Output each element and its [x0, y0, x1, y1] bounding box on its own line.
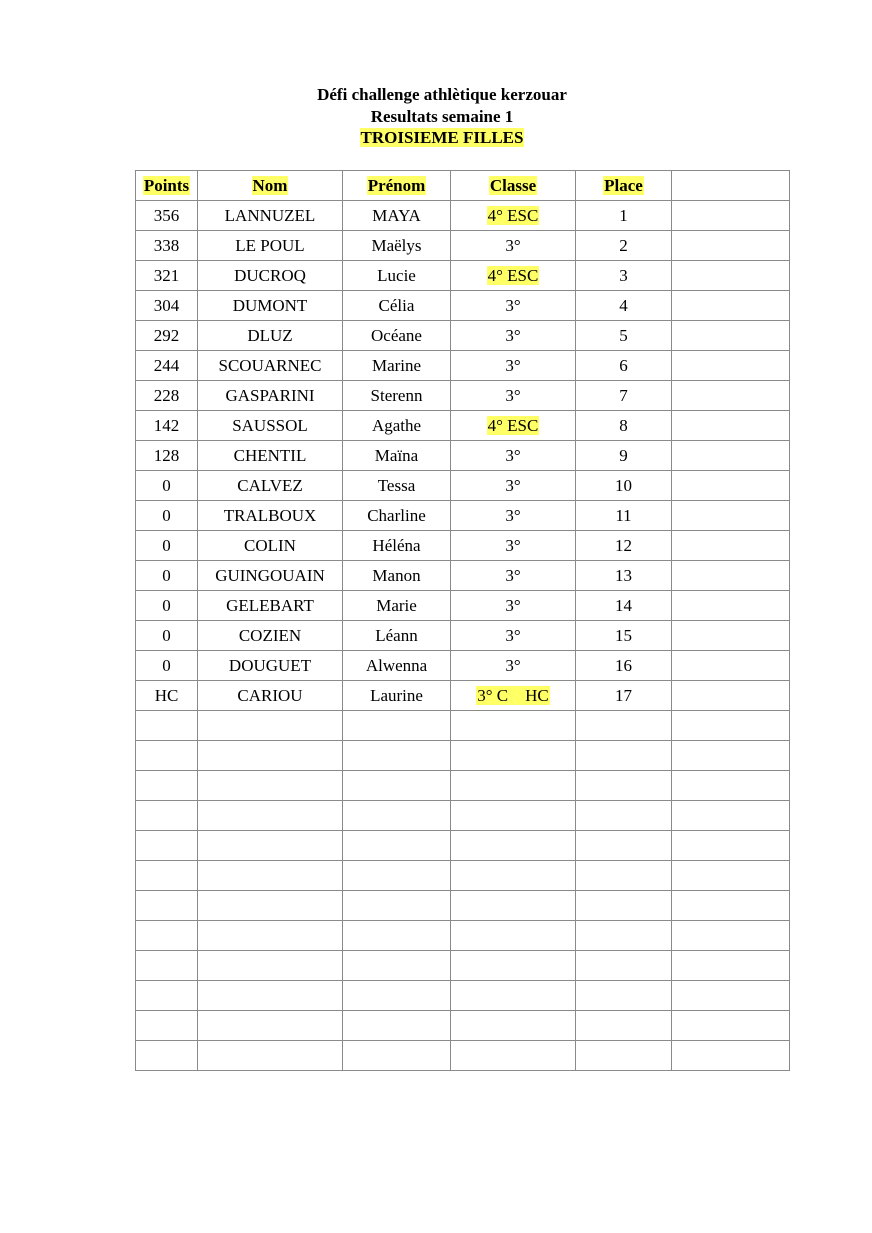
- cell-empty: [451, 771, 576, 801]
- table-header-row: [136, 171, 790, 201]
- empty-row: [136, 1041, 790, 1071]
- cell-place: 6: [576, 351, 672, 381]
- cell-empty: [343, 801, 451, 831]
- cell-classe: [451, 681, 576, 711]
- empty-row: [136, 951, 790, 981]
- table-row: [136, 681, 790, 711]
- cell-empty: [198, 741, 343, 771]
- cell-place: 5: [576, 321, 672, 351]
- cell-empty: [343, 951, 451, 981]
- table-row: [136, 411, 790, 441]
- cell-prenom: Agathe: [343, 411, 451, 441]
- empty-row: [136, 921, 790, 951]
- table-row: [136, 321, 790, 351]
- cell-empty: [672, 381, 790, 411]
- results-body: [136, 201, 790, 1071]
- table-row: [136, 621, 790, 651]
- table-row: [136, 531, 790, 561]
- cell-empty: [672, 1041, 790, 1071]
- cell-empty: [672, 501, 790, 531]
- table-row: [136, 471, 790, 501]
- cell-empty: [136, 801, 198, 831]
- cell-empty: [672, 891, 790, 921]
- cell-empty: [451, 921, 576, 951]
- empty-row: [136, 801, 790, 831]
- cell-prenom: Alwenna: [343, 651, 451, 681]
- document-subtitle: Resultats semaine 1: [370, 106, 514, 126]
- cell-empty: [576, 831, 672, 861]
- cell-nom: LE POUL: [198, 231, 343, 261]
- cell-place: 16: [576, 651, 672, 681]
- cell-classe-highlight: 4° ESC: [487, 205, 539, 225]
- cell-classe: 3°: [451, 621, 576, 651]
- cell-empty: [672, 411, 790, 441]
- cell-place: 17: [576, 681, 672, 711]
- table-row: [136, 501, 790, 531]
- cell-empty: [451, 831, 576, 861]
- cell-empty: [451, 891, 576, 921]
- cell-points: 0: [136, 561, 198, 591]
- cell-empty: [672, 1011, 790, 1041]
- cell-empty: [198, 861, 343, 891]
- cell-empty: [136, 1011, 198, 1041]
- cell-empty: [451, 861, 576, 891]
- cell-points: HC: [136, 681, 198, 711]
- cell-empty: [451, 741, 576, 771]
- cell-place: 13: [576, 561, 672, 591]
- cell-empty: [136, 711, 198, 741]
- cell-empty: [576, 981, 672, 1011]
- cell-nom: DLUZ: [198, 321, 343, 351]
- cell-empty: [672, 651, 790, 681]
- cell-empty: [451, 711, 576, 741]
- cell-empty: [672, 621, 790, 651]
- cell-empty: [343, 711, 451, 741]
- cell-empty: [343, 741, 451, 771]
- cell-prenom: Maïna: [343, 441, 451, 471]
- cell-prenom: Manon: [343, 561, 451, 591]
- cell-empty: [136, 741, 198, 771]
- cell-prenom: MAYA: [343, 201, 451, 231]
- table-row: [136, 441, 790, 471]
- cell-empty: [136, 1041, 198, 1071]
- table-row: [136, 651, 790, 681]
- cell-nom: DUMONT: [198, 291, 343, 321]
- cell-classe: 3°: [451, 441, 576, 471]
- cell-points: 0: [136, 501, 198, 531]
- cell-empty: [576, 861, 672, 891]
- cell-points: 304: [136, 291, 198, 321]
- cell-empty: [451, 981, 576, 1011]
- cell-empty: [576, 801, 672, 831]
- cell-empty: [451, 1011, 576, 1041]
- cell-nom: CARIOU: [198, 681, 343, 711]
- cell-empty: [672, 681, 790, 711]
- empty-row: [136, 771, 790, 801]
- cell-points: 0: [136, 621, 198, 651]
- cell-empty: [136, 831, 198, 861]
- cell-place: 3: [576, 261, 672, 291]
- cell-empty: [198, 1041, 343, 1071]
- cell-classe-highlight: 3° C HC: [477, 685, 549, 705]
- cell-empty: [672, 591, 790, 621]
- cell-empty: [136, 891, 198, 921]
- cell-place: 15: [576, 621, 672, 651]
- cell-empty: [672, 291, 790, 321]
- cell-prenom: Célia: [343, 291, 451, 321]
- empty-row: [136, 711, 790, 741]
- cell-prenom: Marine: [343, 351, 451, 381]
- cell-empty: [576, 1041, 672, 1071]
- cell-place: 12: [576, 531, 672, 561]
- cell-place: 7: [576, 381, 672, 411]
- cell-empty: [576, 921, 672, 951]
- cell-empty: [198, 711, 343, 741]
- cell-classe: 3°: [451, 471, 576, 501]
- header-empty: [672, 171, 790, 201]
- cell-empty: [136, 951, 198, 981]
- cell-nom: DUCROQ: [198, 261, 343, 291]
- cell-empty: [451, 1041, 576, 1071]
- cell-points: 338: [136, 231, 198, 261]
- empty-row: [136, 741, 790, 771]
- cell-place: 14: [576, 591, 672, 621]
- cell-nom: GUINGOUAIN: [198, 561, 343, 591]
- cell-empty: [198, 921, 343, 951]
- header-prenom: Prénom: [343, 171, 451, 201]
- cell-points: 292: [136, 321, 198, 351]
- cell-points: 0: [136, 651, 198, 681]
- cell-empty: [576, 1011, 672, 1041]
- table-row: [136, 291, 790, 321]
- cell-empty: [343, 771, 451, 801]
- cell-points: 244: [136, 351, 198, 381]
- cell-empty: [136, 861, 198, 891]
- cell-classe: 3°: [451, 531, 576, 561]
- empty-row: [136, 891, 790, 921]
- cell-prenom: Océane: [343, 321, 451, 351]
- empty-row: [136, 831, 790, 861]
- cell-classe: 3°: [451, 321, 576, 351]
- cell-empty: [343, 921, 451, 951]
- header-points: Points: [136, 171, 198, 201]
- cell-empty: [672, 741, 790, 771]
- cell-empty: [136, 981, 198, 1011]
- cell-place: 11: [576, 501, 672, 531]
- header-nom: Nom: [198, 171, 343, 201]
- cell-empty: [672, 921, 790, 951]
- table-row: [136, 231, 790, 261]
- cell-empty: [198, 951, 343, 981]
- cell-nom: CHENTIL: [198, 441, 343, 471]
- cell-place: 2: [576, 231, 672, 261]
- cell-classe: 3°: [451, 381, 576, 411]
- category-label: TROISIEME FILLES: [360, 128, 524, 147]
- cell-empty: [672, 471, 790, 501]
- cell-empty: [672, 801, 790, 831]
- cell-classe-highlight: 4° ESC: [487, 265, 539, 285]
- cell-empty: [451, 951, 576, 981]
- cell-empty: [672, 231, 790, 261]
- empty-row: [136, 861, 790, 891]
- cell-empty: [576, 741, 672, 771]
- cell-empty: [198, 891, 343, 921]
- cell-nom: COZIEN: [198, 621, 343, 651]
- cell-empty: [576, 771, 672, 801]
- cell-points: 0: [136, 591, 198, 621]
- table-row: [136, 261, 790, 291]
- cell-nom: LANNUZEL: [198, 201, 343, 231]
- cell-points: 0: [136, 531, 198, 561]
- cell-empty: [451, 801, 576, 831]
- cell-empty: [672, 321, 790, 351]
- cell-classe: 3°: [451, 561, 576, 591]
- cell-nom: GASPARINI: [198, 381, 343, 411]
- cell-nom: DOUGUET: [198, 651, 343, 681]
- cell-classe: [451, 201, 576, 231]
- cell-nom: CALVEZ: [198, 471, 343, 501]
- category-line: [0, 127, 872, 149]
- cell-classe-highlight: 4° ESC: [487, 415, 539, 435]
- document-title: Défi challenge athlètique kerzouar: [317, 85, 567, 104]
- cell-empty: [576, 891, 672, 921]
- cell-points: 356: [136, 201, 198, 231]
- cell-empty: [672, 531, 790, 561]
- results-table: [135, 170, 790, 1071]
- cell-empty: [672, 561, 790, 591]
- cell-classe: 3°: [451, 351, 576, 381]
- cell-nom: GELEBART: [198, 591, 343, 621]
- cell-empty: [198, 771, 343, 801]
- cell-place: 10: [576, 471, 672, 501]
- cell-empty: [672, 441, 790, 471]
- cell-empty: [343, 1011, 451, 1041]
- cell-empty: [198, 981, 343, 1011]
- cell-prenom: Marie: [343, 591, 451, 621]
- empty-row: [136, 981, 790, 1011]
- cell-nom: TRALBOUX: [198, 501, 343, 531]
- cell-empty: [343, 831, 451, 861]
- cell-empty: [343, 981, 451, 1011]
- cell-points: 0: [136, 471, 198, 501]
- cell-empty: [198, 1011, 343, 1041]
- cell-nom: COLIN: [198, 531, 343, 561]
- cell-classe: 3°: [451, 591, 576, 621]
- cell-empty: [136, 921, 198, 951]
- cell-empty: [672, 951, 790, 981]
- cell-prenom: Tessa: [343, 471, 451, 501]
- cell-empty: [672, 201, 790, 231]
- document-header: [0, 84, 872, 149]
- cell-prenom: Sterenn: [343, 381, 451, 411]
- cell-empty: [672, 861, 790, 891]
- cell-prenom: Lucie: [343, 261, 451, 291]
- cell-empty: [343, 891, 451, 921]
- table-row: [136, 591, 790, 621]
- cell-place: 1: [576, 201, 672, 231]
- cell-empty: [198, 801, 343, 831]
- cell-place: 4: [576, 291, 672, 321]
- cell-empty: [343, 861, 451, 891]
- cell-prenom: Maëlys: [343, 231, 451, 261]
- cell-empty: [136, 771, 198, 801]
- cell-empty: [672, 771, 790, 801]
- cell-prenom: Laurine: [343, 681, 451, 711]
- cell-empty: [672, 351, 790, 381]
- header-classe: Classe: [451, 171, 576, 201]
- cell-empty: [198, 831, 343, 861]
- cell-points: 228: [136, 381, 198, 411]
- cell-prenom: Charline: [343, 501, 451, 531]
- table-row: [136, 351, 790, 381]
- cell-classe: [451, 411, 576, 441]
- cell-classe: 3°: [451, 291, 576, 321]
- cell-classe: 3°: [451, 501, 576, 531]
- cell-classe: [451, 261, 576, 291]
- cell-nom: SCOUARNEC: [198, 351, 343, 381]
- cell-empty: [672, 261, 790, 291]
- cell-empty: [672, 711, 790, 741]
- table-row: [136, 561, 790, 591]
- cell-classe: 3°: [451, 651, 576, 681]
- table-row: [136, 381, 790, 411]
- cell-nom: SAUSSOL: [198, 411, 343, 441]
- cell-classe: 3°: [451, 231, 576, 261]
- cell-points: 321: [136, 261, 198, 291]
- cell-points: 128: [136, 441, 198, 471]
- cell-points: 142: [136, 411, 198, 441]
- cell-prenom: Léann: [343, 621, 451, 651]
- cell-empty: [672, 981, 790, 1011]
- header-place: Place: [576, 171, 672, 201]
- cell-place: 9: [576, 441, 672, 471]
- empty-row: [136, 1011, 790, 1041]
- cell-empty: [672, 831, 790, 861]
- cell-empty: [576, 711, 672, 741]
- cell-place: 8: [576, 411, 672, 441]
- cell-empty: [576, 951, 672, 981]
- cell-prenom: Héléna: [343, 531, 451, 561]
- cell-empty: [343, 1041, 451, 1071]
- table-row: [136, 201, 790, 231]
